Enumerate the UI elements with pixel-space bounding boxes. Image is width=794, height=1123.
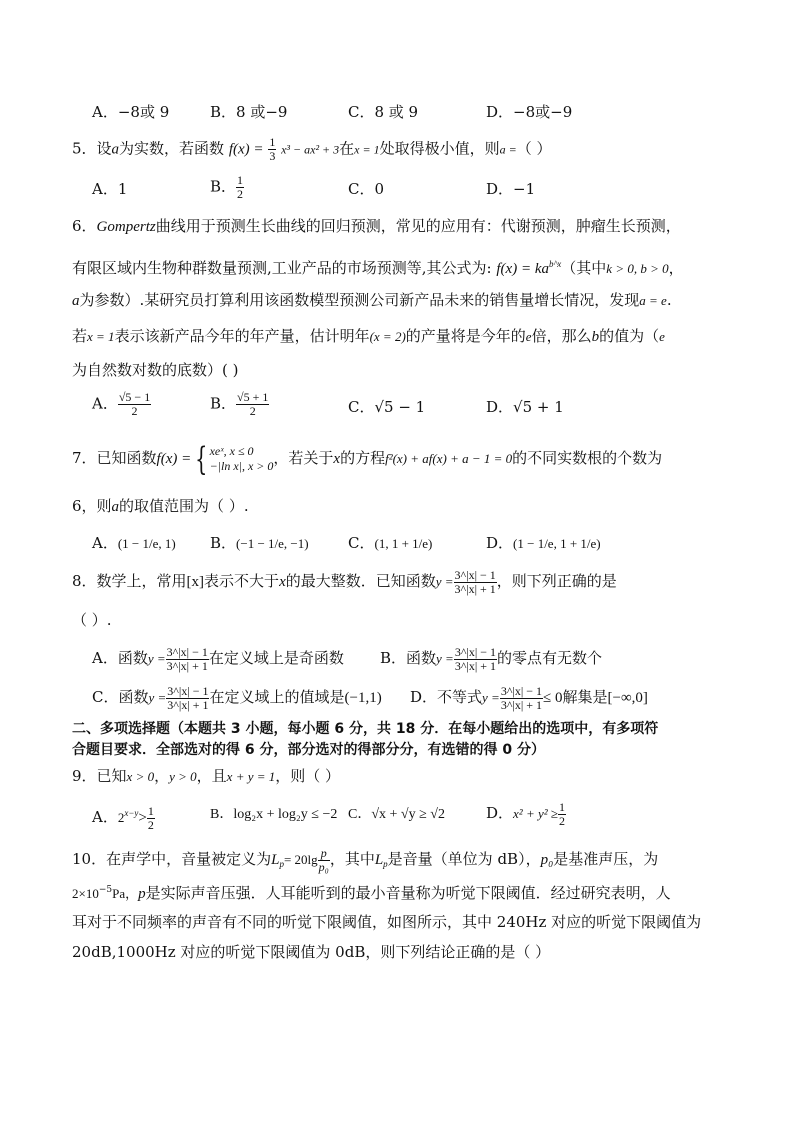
q4-option-d: D．−8或−9 <box>486 103 573 121</box>
q7-option-d: D．(1 − 1/e, 1 + 1/e) <box>486 534 601 552</box>
q9-option-a: A．$2^{x-y}>$ $\frac{1}{2}$ <box>92 803 154 832</box>
q5-option-b: B． $\frac{1}{2}$ <box>210 173 244 201</box>
q7-option-c: C．(1, 1 + 1/e) <box>348 534 433 552</box>
q6-line-2: 有限区域内生物种群数量预测,工业产品的市场预测等,其公式为: $f(x) = ka^{b\^{}x}$（其中k > 0, b > 0， <box>72 259 684 277</box>
q4-option-b: B．8 或−9 <box>210 103 288 121</box>
q8-option-d: D．不等式y = $\frac{3\^{}|x| - 1}{3\^{}|x| + 1}$ ≤ 0解集是[−∞,0] <box>410 683 648 712</box>
q6-option-b: B． $\frac{√5 + 1}{2}$ <box>210 390 269 418</box>
q10-line-2: $2\times 10^{-5}Pa$，p是实际声音压强．人耳能听到的最小音量称为听觉下限阈值．经过研究表明，人 <box>72 884 671 902</box>
q7-option-b: B．(−1 − 1/e, −1) <box>210 534 309 552</box>
q5-option-d: D．−1 <box>486 180 536 198</box>
section-2-heading-line-1: 二、多项选择题（本题共 3 小题，每小题 6 分，共 18 分．在每小题给出的选项中，有多项符 <box>72 721 659 737</box>
q9-option-b: B．log₂x + log₂y ≤ −2 <box>210 807 338 822</box>
section-2-heading-line-2: 合题目要求．全部选对的得 6 分，部分选对的得部分分，有选错的得 0 分） <box>72 742 545 758</box>
q7-line-2: 6，则a的取值范围为（ ）. <box>72 497 249 515</box>
q6-line-5: 为自然数对数的底数）( ) <box>72 361 239 379</box>
q9-stem: 9．已知x > 0，y > 0，且x + y = 1，则（ ） <box>72 767 341 785</box>
q8-option-b: B．函数y = $\frac{3\^{}|x| - 1}{3\^{}|x| + 1}$ 的零点有无数个 <box>380 644 603 673</box>
q9-option-d: D．x² + y² ≥ $\frac{1}{2}$ <box>486 799 566 828</box>
q10-line-1: 10．在声学中，音量被定义为$L_p= 20\lg$ $\frac{p}{\text{p₀}}$ ，其中$L_p$是音量（单位为 dB），p₀是基准声压，为 <box>72 845 659 874</box>
q9-option-c: C．√x + √y ≥ √2 <box>348 807 445 822</box>
q7-option-a: A．(1 − 1/e, 1) <box>92 534 176 552</box>
q4-option-a: A．−8或 9 <box>92 103 170 121</box>
q6-line-4: 若x = 1表示该新产品今年的年产量，估计明年(x = 2)的产量将是今年的e倍，那么b的值为（e <box>72 327 665 345</box>
q8-paren: （ ）. <box>72 611 112 629</box>
q10-line-3: 耳对于不同频率的声音有不同的听觉下限阈值，如图所示，其中 240Hz 对应的听觉下限阈值为 <box>72 913 702 931</box>
q8-option-a: A．函数y = $\frac{3\^{}|x| - 1}{3\^{}|x| + 1}$ 在定义域上是奇函数 <box>92 644 344 673</box>
q10-line-4: 20dB,1000Hz 对应的听觉下限阈值为 0dB，则下列结论正确的是（ ） <box>72 943 551 961</box>
q8-line-1: 8．数学上，常用[x]表示不大于x的最大整数．已知函数y = $\frac{3\^{}|x| - 1}{3\^{}|x| + 1}$ ，则下列正确的是 <box>72 567 617 596</box>
q6-option-c: C．√5 − 1 <box>348 398 426 416</box>
q6-option-a: A． $\frac{√5 - 1}{2}$ <box>92 390 151 418</box>
q8-option-c: C．函数y = $\frac{3\^{}|x| - 1}{3\^{}|x| + 1}$ 在定义域上的值域是(−1,1) <box>92 683 382 712</box>
q7-line-1: 7．已知函数f(x) = { xeˣ, x ≤ 0 −|ln x|, x > 0 ，若关于x的方程f²(x) + af(x) + a − 1 = 0的不同实数根的个数为 <box>72 440 663 478</box>
q6-line-1: 6．Gompertz曲线用于预测生长曲线的回归预测，常见的应用有：代谢预测，肿瘤生长预测， <box>72 217 681 235</box>
q5-stem: 5．设a为实数，若函数 f(x) = $\frac{1}{3}$ x³ − ax² + 3在x = 1处取得极小值，则a =（ ） <box>72 135 552 163</box>
q4-option-c: C．8 或 9 <box>348 103 419 121</box>
q5-option-c: C．0 <box>348 180 385 198</box>
q6-option-d: D．√5 + 1 <box>486 398 564 416</box>
q5-option-a: A．1 <box>92 180 128 198</box>
q6-line-3: a为参数）.某研究员打算利用该函数模型预测公司新产品未来的销售量增长情况，发现a = e. <box>72 291 672 309</box>
